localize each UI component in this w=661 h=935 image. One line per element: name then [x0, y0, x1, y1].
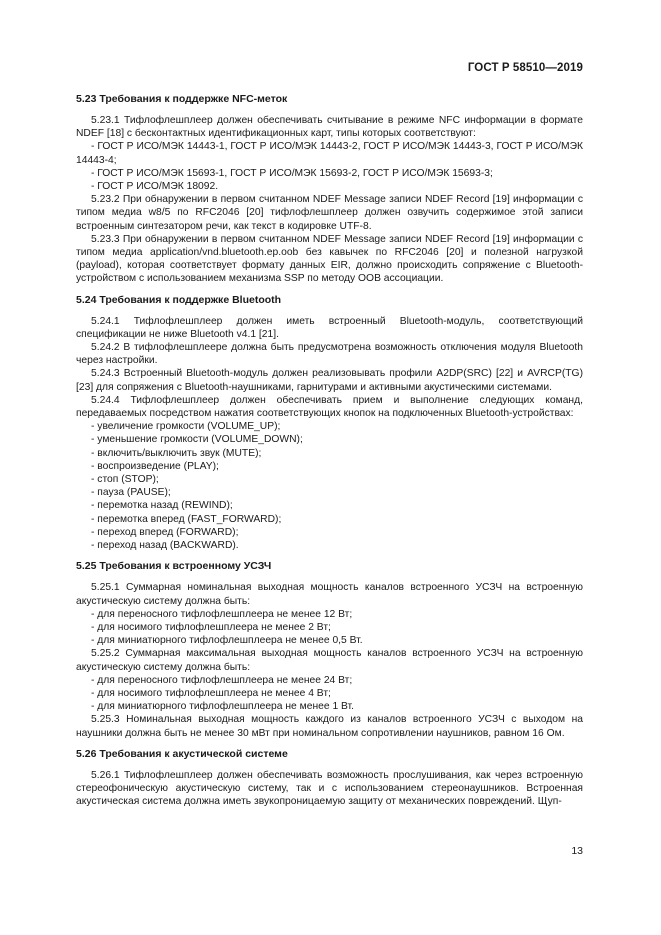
list-item: - ГОСТ Р ИСО/МЭК 14443-1, ГОСТ Р ИСО/МЭК 14443-2, ГОСТ Р ИСО/МЭК 14443-3, ГОСТ Р ИСО/МЭК 14443-4; — [76, 141, 583, 166]
paragraph: 5.26.1 Тифлофлешплеер должен обеспечивать возможность прослушивания, как через встроенную стереофоническую акустическую систему, так и с использованием стереонаушников. Встроенная акустическая система должна иметь звукопроницаемую защиту от механических повреждений. Щуп- — [76, 769, 583, 808]
list-item: - для носимого тифлофлешплеера не менее 4 Вт; — [91, 687, 331, 699]
list-item: - для носимого тифлофлешплеера не менее 2 Вт; — [91, 621, 331, 633]
list-item: - включить/выключить звук (MUTE); — [91, 447, 262, 459]
paragraph: 5.23.3 При обнаружении в первом считанном NDEF Message записи NDEF Record [19] информации с типом медиа application/vnd.bluetooth.ep.oob без кавычек по RFC2046 [20] и полезной нагрузкой (payload), которая соответствует формату данных EIR, должно происходить сопряжение с Bluetooth-устройством с использованием механизма SSP по методу ООВ ассоциации. — [76, 233, 583, 285]
section-gap — [76, 740, 583, 748]
list-item: - ГОСТ Р ИСО/МЭК 18092. — [91, 181, 219, 193]
list-item: - уменьшение громкости (VOLUME_DOWN); — [91, 434, 303, 446]
list-item: - переход назад (BACKWARD). — [91, 540, 239, 552]
section-heading: 5.25 Требования к встроенному УСЗЧ — [76, 560, 272, 573]
section-gap — [76, 286, 583, 294]
page-number: 13 — [571, 845, 583, 857]
list-item: - для миниатюрного тифлофлешплеера не менее 1 Вт. — [91, 701, 354, 713]
list-item: - воспроизведение (PLAY); — [91, 460, 219, 472]
paragraph: 5.25.1 Суммарная номинальная выходная мощность каналов встроенного УСЗЧ на встроенную акустическую систему должна быть: — [76, 582, 583, 607]
document-body — [76, 93, 583, 808]
paragraph: 5.25.3 Номинальная выходная мощность каждого из каналов встроенного УСЗЧ с выходом на наушники должна быть не менее 30 мВт при номинальном сопротивлении наушников, равном 16 Ом. — [76, 714, 583, 739]
list-item: - увеличение громкости (VOLUME_UP); — [91, 421, 281, 433]
section-gap — [76, 552, 583, 560]
paragraph: 5.23.1 Тифлофлешплеер должен обеспечивать считывание в режиме NFC информации в формате NDEF [18] с бесконтактных идентификационных карт, типы которых соответствуют: — [76, 115, 583, 140]
paragraph: 5.24.3 Встроенный Bluetooth-модуль должен реализовывать профили A2DP(SRC) [22] и AVRCP(TG) [23] для сопряжения с Bluetooth-наушниками, гарнитурами и активными акустическими системами. — [76, 368, 583, 393]
list-item: - для переносного тифлофлешплеера не менее 24 Вт; — [91, 674, 353, 686]
paragraph: 5.24.4 Тифлофлешплеер должен обеспечивать прием и выполнение следующих команд, передаваемых посредством нажатия соответствующих кнопок на подключенных Bluetooth-устройствах: — [76, 394, 583, 420]
section-heading: 5.24 Требования к поддержке Bluetooth — [76, 293, 282, 306]
list-item: - стоп (STOP); — [91, 474, 159, 486]
list-item: - для переносного тифлофлешплеера не менее 12 Вт; — [91, 608, 353, 620]
section-heading: 5.26 Требования к акустической системе — [76, 747, 288, 760]
paragraph: 5.25.2 Суммарная максимальная выходная мощность каналов встроенного УСЗЧ на встроенную акустическую систему должна быть: — [76, 648, 583, 673]
section-heading: 5.23 Требования к поддержке NFC-меток — [76, 93, 288, 105]
paragraph: 5.23.2 При обнаружении в первом считанном NDEF Message записи NDEF Record [19] информации с типом медиа w8/5 по RFC2046 [20] тифлофлешплеер должен озвучить содержимое этой записи встроенным синтезатором речи, как текст в кодировке UTF-8. — [76, 194, 583, 232]
list-item: - ГОСТ Р ИСО/МЭК 15693-1, ГОСТ Р ИСО/МЭК 15693-2, ГОСТ Р ИСО/МЭК 15693-3; — [91, 167, 493, 179]
list-item: - для миниатюрного тифлофлешплеера не менее 0,5 Вт. — [91, 635, 363, 647]
paragraph: 5.24.2 В тифлофлешплеере должна быть предусмотрена возможность отключения модуля Bluetooth через настройки. — [76, 342, 583, 367]
list-item: - переход вперед (FORWARD); — [91, 526, 239, 538]
list-item: - пауза (PAUSE); — [91, 487, 171, 499]
standard-header: ГОСТ Р 58510—2019 — [467, 62, 583, 74]
list-item: - перемотка назад (REWIND); — [91, 500, 233, 512]
paragraph: 5.24.1 Тифлофлешплеер должен иметь встроенный Bluetooth-модуль, соответствующий спецификации не ниже Bluetooth v4.1 [21]. — [76, 315, 583, 340]
list-item: - перемотка вперед (FAST_FORWARD); — [91, 513, 282, 525]
